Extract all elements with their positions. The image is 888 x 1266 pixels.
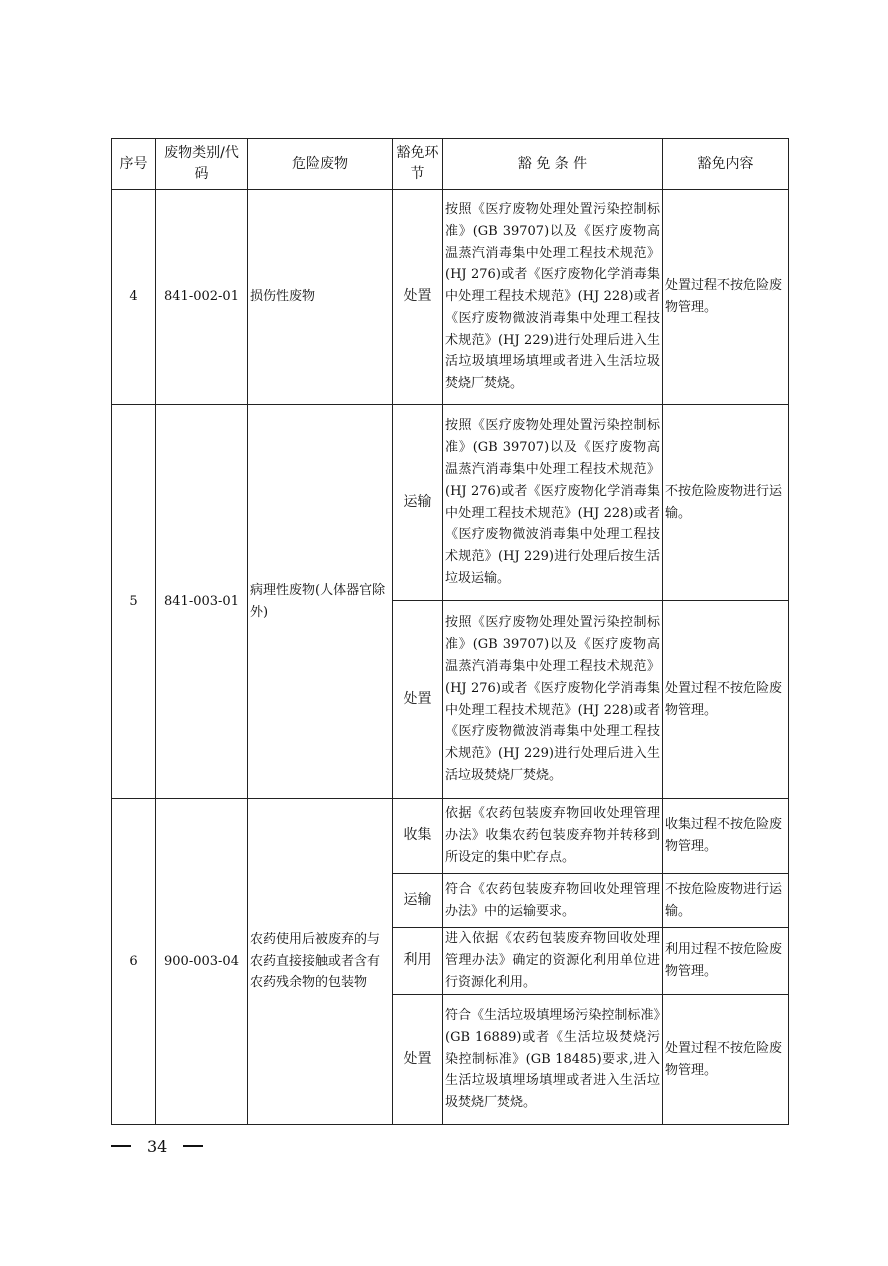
row-stage: 处置 — [393, 995, 443, 1125]
row-condition: 符合《生活垃圾填埋场污染控制标准》(GB 16889)或者《生活垃圾焚烧污染控制标准》(GB 18485)要求,进入生活垃圾填埋场填埋或者进入生活垃圾焚烧厂焚烧。 — [443, 995, 663, 1125]
page-number — [111, 1132, 203, 1160]
row-content: 不按危险废物进行运输。 — [663, 405, 789, 601]
header-stage: 豁免环节 — [393, 139, 443, 190]
row-content: 处置过程不按危险废物管理。 — [663, 190, 789, 405]
row-content: 处置过程不按危险废物管理。 — [663, 601, 789, 799]
row-content: 不按危险废物进行运输。 — [663, 874, 789, 928]
exemption-table — [111, 138, 789, 1125]
table-row — [112, 190, 789, 405]
row-seq: 6 — [112, 799, 156, 1125]
row-code: 841-002-01 — [156, 190, 248, 405]
row-stage: 利用 — [393, 928, 443, 995]
row-content: 利用过程不按危险废物管理。 — [663, 928, 789, 995]
row-content: 收集过程不按危险废物管理。 — [663, 799, 789, 874]
row-condition: 按照《医疗废物处理处置污染控制标准》(GB 39707)以及《医疗废物高温蒸汽消毒集中处理工程技术规范》(HJ 276)或者《医疗废物化学消毒集中处理工程技术规范》(HJ 228)或者《医疗废物微波消毒集中处理工程技术规范》(HJ 229)进行处理后按生活垃圾运输。 — [443, 405, 663, 601]
header-waste: 危险废物 — [248, 139, 393, 190]
row-stage: 收集 — [393, 799, 443, 874]
row-seq: 4 — [112, 190, 156, 405]
row-code: 841-003-01 — [156, 405, 248, 799]
page-number-dash-right — [183, 1145, 203, 1147]
row-condition: 按照《医疗废物处理处置污染控制标准》(GB 39707)以及《医疗废物高温蒸汽消毒集中处理工程技术规范》(HJ 276)或者《医疗废物化学消毒集中处理工程技术规范》(HJ 228)或者《医疗废物微波消毒集中处理工程技术规范》(HJ 229)进行处理后进入生活垃圾焚烧厂焚烧。 — [443, 601, 663, 799]
row-stage: 运输 — [393, 874, 443, 928]
row-condition: 进入依据《农药包装废弃物回收处理管理办法》确定的资源化利用单位进行资源化利用。 — [443, 928, 663, 995]
row-stage: 处置 — [393, 601, 443, 799]
row-condition: 依据《农药包装废弃物回收处理管理办法》收集农药包装废弃物并转移到所设定的集中贮存点。 — [443, 799, 663, 874]
page-number-text: 34 — [147, 1136, 168, 1156]
row-waste: 病理性废物(人体器官除外) — [248, 405, 393, 799]
page-number-dash-left — [111, 1145, 131, 1147]
row-condition: 按照《医疗废物处理处置污染控制标准》(GB 39707)以及《医疗废物高温蒸汽消毒集中处理工程技术规范》(HJ 276)或者《医疗废物化学消毒集中处理工程技术规范》(HJ 228)或者《医疗废物微波消毒集中处理工程技术规范》(HJ 229)进行处理后进入生活垃圾填埋场填埋或者进入生活垃圾焚烧厂焚烧。 — [443, 190, 663, 405]
table-row — [112, 799, 789, 874]
header-seq: 序号 — [112, 139, 156, 190]
row-stage: 运输 — [393, 405, 443, 601]
row-code: 900-003-04 — [156, 799, 248, 1125]
row-condition: 符合《农药包装废弃物回收处理管理办法》中的运输要求。 — [443, 874, 663, 928]
row-stage: 处置 — [393, 190, 443, 405]
table-row — [112, 405, 789, 601]
row-waste: 损伤性废物 — [248, 190, 393, 405]
header-content: 豁免内容 — [663, 139, 789, 190]
table-header — [112, 139, 789, 190]
row-content: 处置过程不按危险废物管理。 — [663, 995, 789, 1125]
header-code: 废物类别/代码 — [156, 139, 248, 190]
row-waste: 农药使用后被废弃的与农药直接接触或者含有农药残余物的包装物 — [248, 799, 393, 1125]
header-condition: 豁 免 条 件 — [443, 139, 663, 190]
row-seq: 5 — [112, 405, 156, 799]
